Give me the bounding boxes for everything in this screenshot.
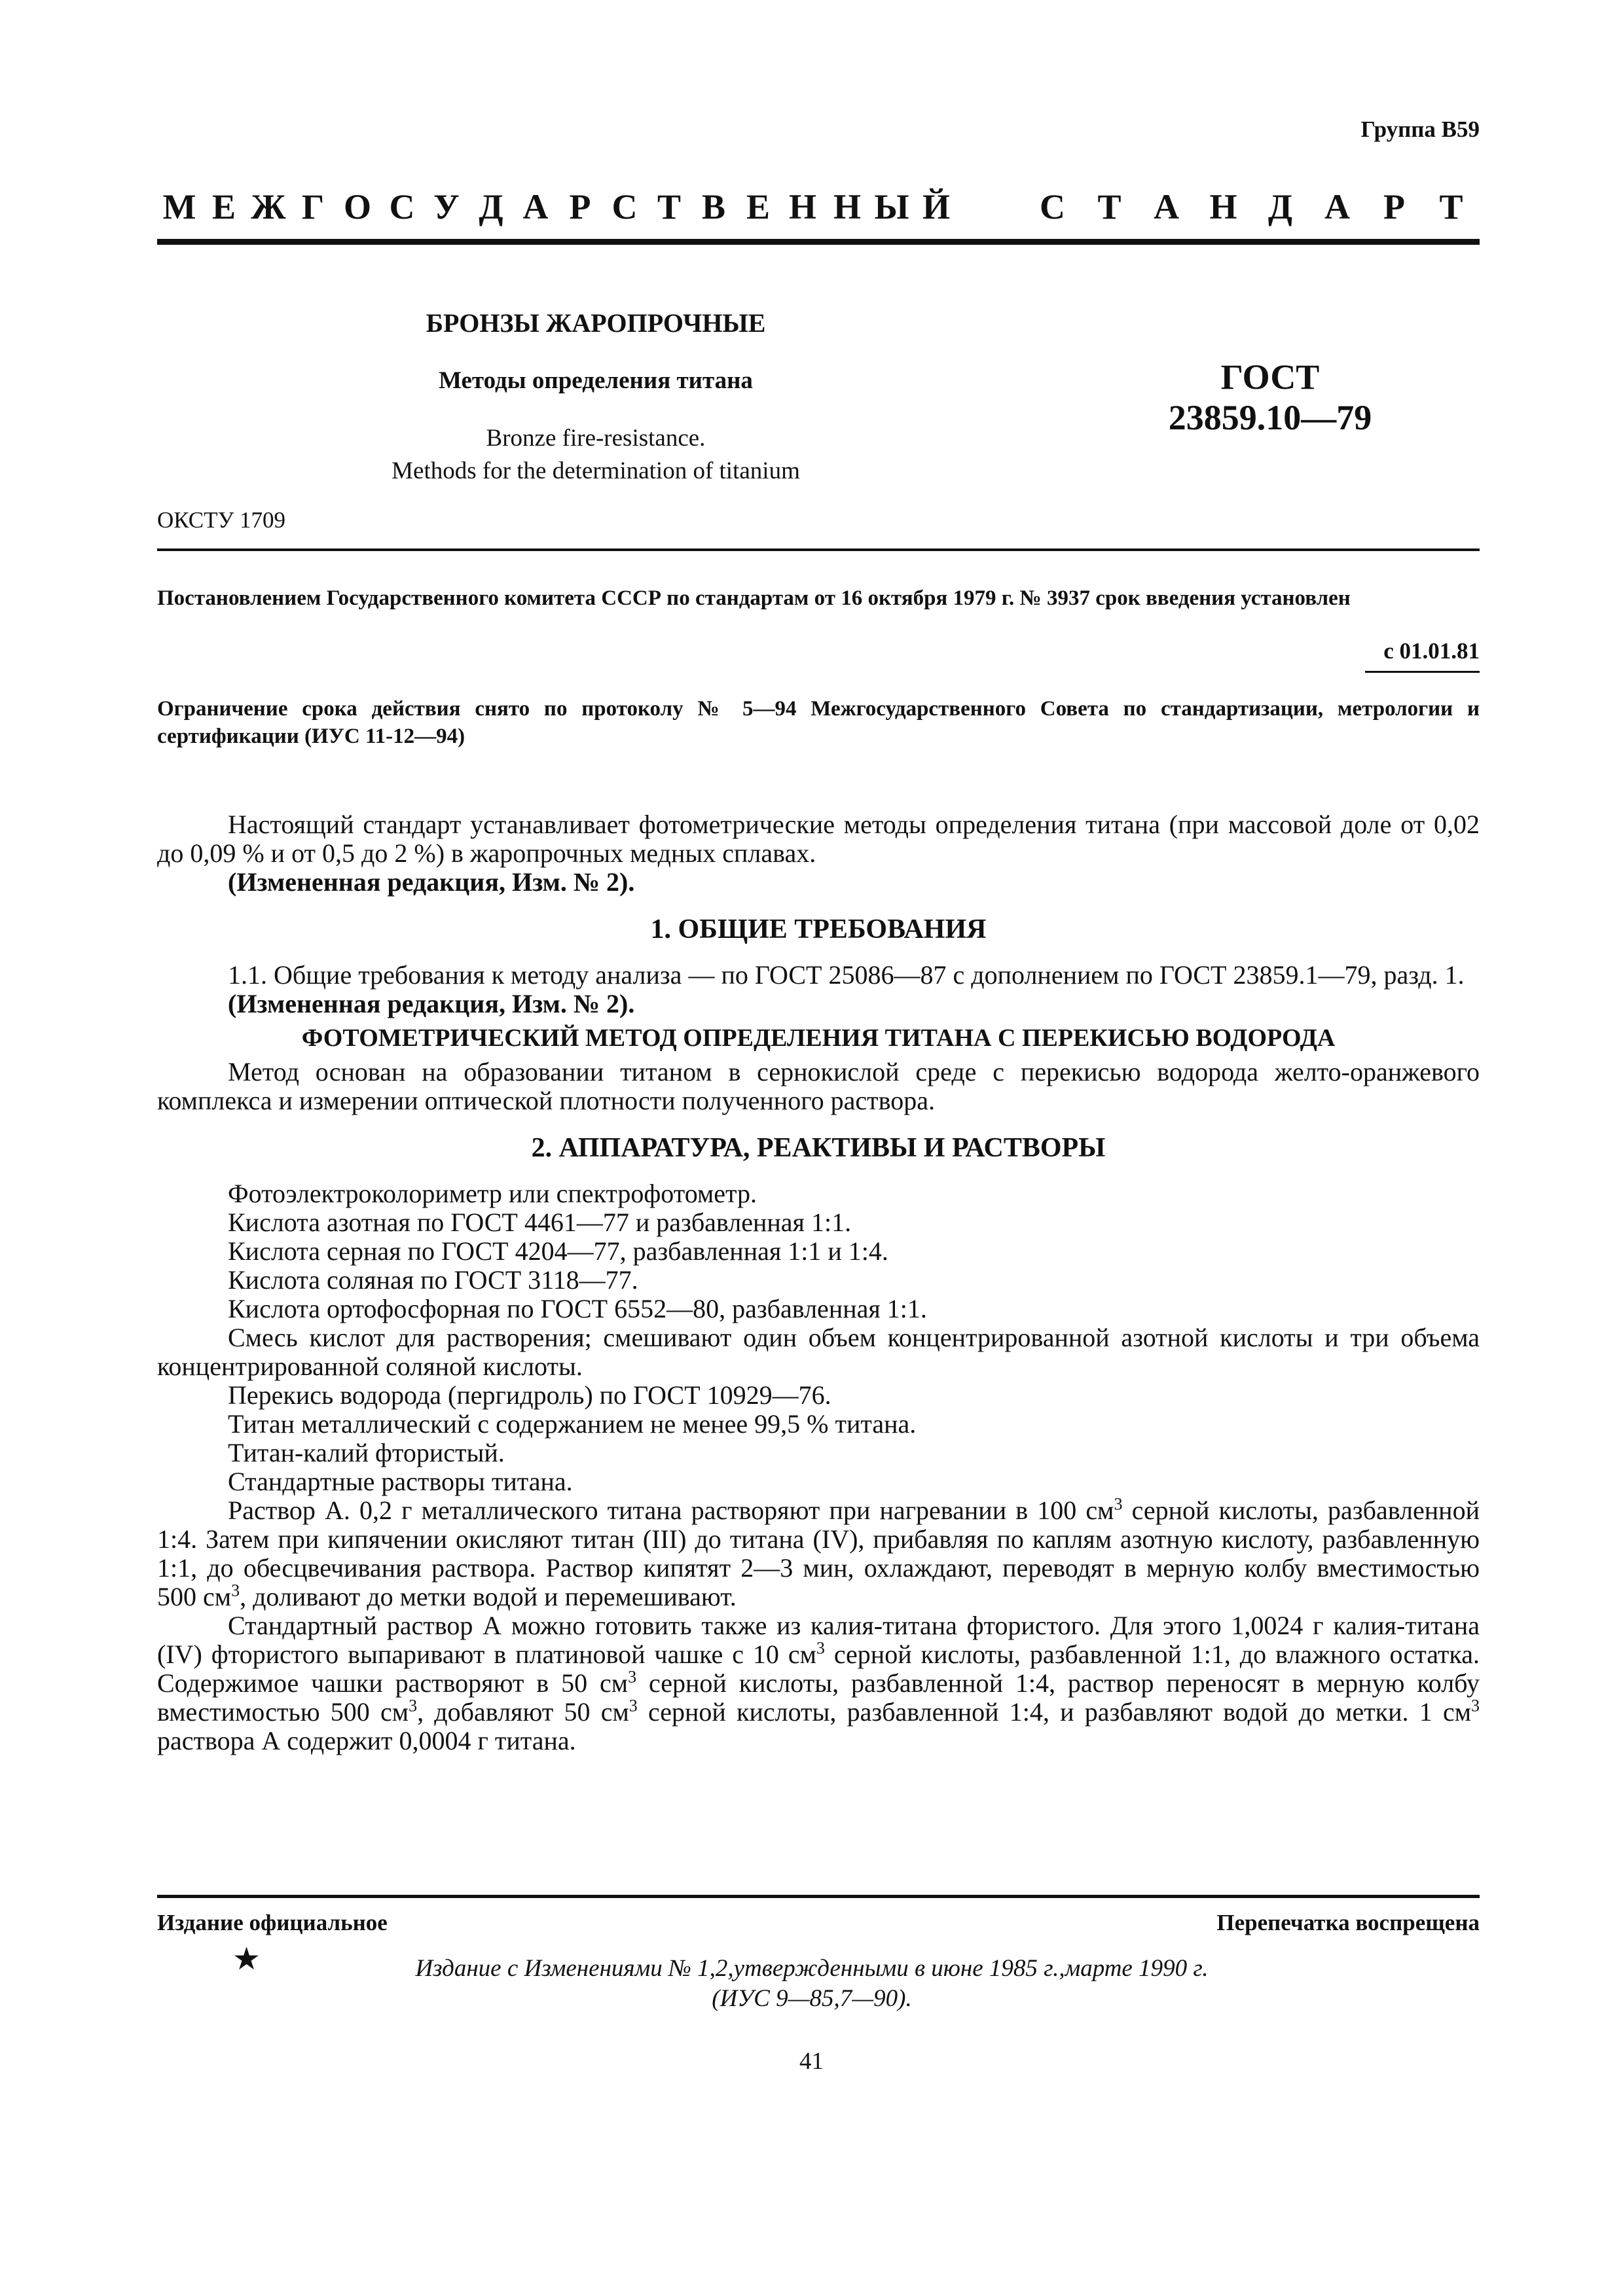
method-description: Метод основан на образовании титаном в сернокислой среде с перекисью водорода желто-оранжевого комплекса и измерении оптической плотности полученного раствора.	[157, 1057, 1480, 1115]
intro-paragraph: Настоящий стандарт устанавливает фотометрические методы определения титана (при массовой доле от 0,02 до 0,09 % и от 0,5 до 2 %) в жаропрочных медных сплавах.	[157, 810, 1480, 868]
page-number: 41	[799, 2048, 824, 2075]
banner-letter: Р	[1383, 187, 1405, 226]
banner-word-standard	[1024, 187, 1480, 227]
clause-1-1: 1.1. Общие требования к методу анализа — по ГОСТ 25086—87 с дополнением по ГОСТ 23859.1—79, разд. 1.	[228, 960, 1465, 990]
banner-letter: Н	[1209, 187, 1237, 226]
list-item: Кислота серная по ГОСТ 4204—77, разбавленная 1:1 и 1:4.	[228, 1236, 888, 1266]
date-underline	[1365, 671, 1480, 673]
banner-letter: С	[389, 187, 415, 226]
list-item: Стандартные растворы титана.	[228, 1467, 573, 1496]
list-item: Перекись водорода (пергидроль) по ГОСТ 10929—76.	[228, 1380, 831, 1410]
banner-letter: Т	[657, 187, 682, 226]
footer-rule	[157, 1895, 1480, 1898]
star-icon: ★	[232, 1942, 261, 1977]
banner-letter: Й	[922, 187, 950, 226]
list-item: Кислота соляная по ГОСТ 3118—77.	[228, 1265, 638, 1295]
intro-change-note: (Измененная редакция, Изм. № 2).	[228, 867, 635, 897]
list-item: Фотоэлектроколориметр или спектрофотометр.	[228, 1179, 757, 1208]
banner-letter: Д	[1267, 187, 1293, 226]
clause-1-change-note: (Измененная редакция, Изм. № 2).	[228, 989, 635, 1018]
decree-text: Постановлением Государственного комитета СССР по стандартам от 16 октября 1979 г. № 3937 срок введения установлен	[157, 586, 1351, 610]
standard-solution-paragraph: Стандартный раствор А можно готовить также из калия-титана фтористого. Для этого 1,0024 г калия-титана (IV) фтористого выпаривают в платиновой чашке с 10 $см^3$ серной кислоты, разбавленной 1:1, до влажного остатка. Содержимое чашки растворяют в 50 $см^3$ серной кислоты, разбавленной 1:4, раствор переносят в мерную колбу вместимостью 500 $см^3$, добавляют 50 $см^3$ серной кислоты, разбавленной 1:4, и разбавляют водой до метки. 1 $см^3$ раствора А содержит 0,0004 г титана.	[157, 1611, 1480, 1755]
solution-a-paragraph: Раствор А. 0,2 г металлического титана растворяют при нагревании в 100 $см^3$ серной кислоты, разбавленной 1:4. Затем при кипячении окисляют титан (III) до титана (IV), прибавляя по каплям азотную кислоту, разбавленную 1:1, до обесцвечивания раствора. Раствор кипятят 2—3 мин, охлаждают, переводят в мерную колбу вместимостью 500 $см^3$, доливают до метки водой и перемешивают.	[157, 1494, 1480, 1611]
section-1-heading: 1. ОБЩИЕ ТРЕБОВАНИЯ	[650, 914, 987, 944]
document-title: БРОНЗЫ ЖАРОПРОЧНЫЕ	[426, 308, 766, 338]
reprint-prohibited-label: Перепечатка воспрещена	[1216, 1910, 1480, 1935]
classification-group: Группа В59	[1360, 117, 1480, 142]
banner-letter: М	[162, 187, 196, 226]
document-subtitle: Методы определения титана	[439, 367, 753, 394]
effective-date: с 01.01.81	[1383, 638, 1480, 664]
banner-letter: Ж	[251, 187, 286, 226]
edition-changes-note: Издание с Изменениями № 1,2,утвержденными в июне 1985 г.,марте 1990 г. (ИУС 9—85,7—90).	[415, 1955, 1209, 2012]
banner-letter: Е	[746, 187, 771, 226]
english-title: Bronze fire-resistance. Methods for the determination of titanium	[392, 425, 800, 484]
standard-banner	[157, 187, 1480, 227]
acid-mixture-paragraph: Смесь кислот для растворения; смешивают один объем концентрированной азотной кислоты и три объема концентрированной соляной кислоты.	[157, 1323, 1480, 1381]
banner-letter: Е	[211, 187, 236, 226]
list-item: Титан металлический с содержанием не менее 99,5 % титана.	[228, 1409, 917, 1439]
banner-letter: Н	[833, 187, 861, 226]
method-heading: ФОТОМЕТРИЧЕСКИЙ МЕТОД ОПРЕДЕЛЕНИЯ ТИТАНА С ПЕРЕКИСЬЮ ВОДОРОДА	[301, 1024, 1336, 1052]
limitation-text: Ограничение срока действия снято по протоколу № 5—94 Межгосударственного Совета по стандартизации, метрологии и сертификации (ИУС 11-12—94)	[157, 697, 1480, 748]
banner-letter: С	[1040, 187, 1065, 226]
banner-letter: Н	[788, 187, 816, 226]
header-rule	[157, 239, 1480, 245]
list-item: Кислота азотная по ГОСТ 4461—77 и разбавленная 1:1.	[228, 1208, 852, 1237]
official-edition-label: Издание официальное	[157, 1910, 388, 1935]
banner-letter: О	[343, 187, 371, 226]
banner-word-interstate	[157, 187, 958, 227]
okstu-code: ОКСТУ 1709	[157, 507, 286, 533]
banner-letter: С	[611, 187, 638, 226]
banner-letter: Т	[1439, 187, 1463, 226]
banner-letter: Ы	[874, 187, 909, 226]
banner-letter: А	[1154, 187, 1179, 226]
title-rule	[157, 548, 1480, 551]
gost-designation: ГОСТ 23859.10—79	[1168, 357, 1372, 437]
banner-letter: Г	[301, 187, 325, 226]
banner-letter: В	[701, 187, 726, 226]
banner-letter: А	[1324, 187, 1350, 226]
banner-letter: А	[522, 187, 549, 226]
document-body	[157, 810, 1480, 1755]
section-2-heading: 2. АППАРАТУРА, РЕАКТИВЫ И РАСТВОРЫ	[531, 1133, 1106, 1163]
banner-letter: Р	[569, 187, 591, 226]
banner-letter: Т	[1097, 187, 1122, 226]
banner-letter: Д	[479, 187, 503, 226]
list-item: Титан-калий фтористый.	[228, 1438, 505, 1467]
banner-letter: У	[433, 187, 460, 226]
list-item: Кислота ортофосфорная по ГОСТ 6552—80, разбавленная 1:1.	[228, 1294, 927, 1323]
